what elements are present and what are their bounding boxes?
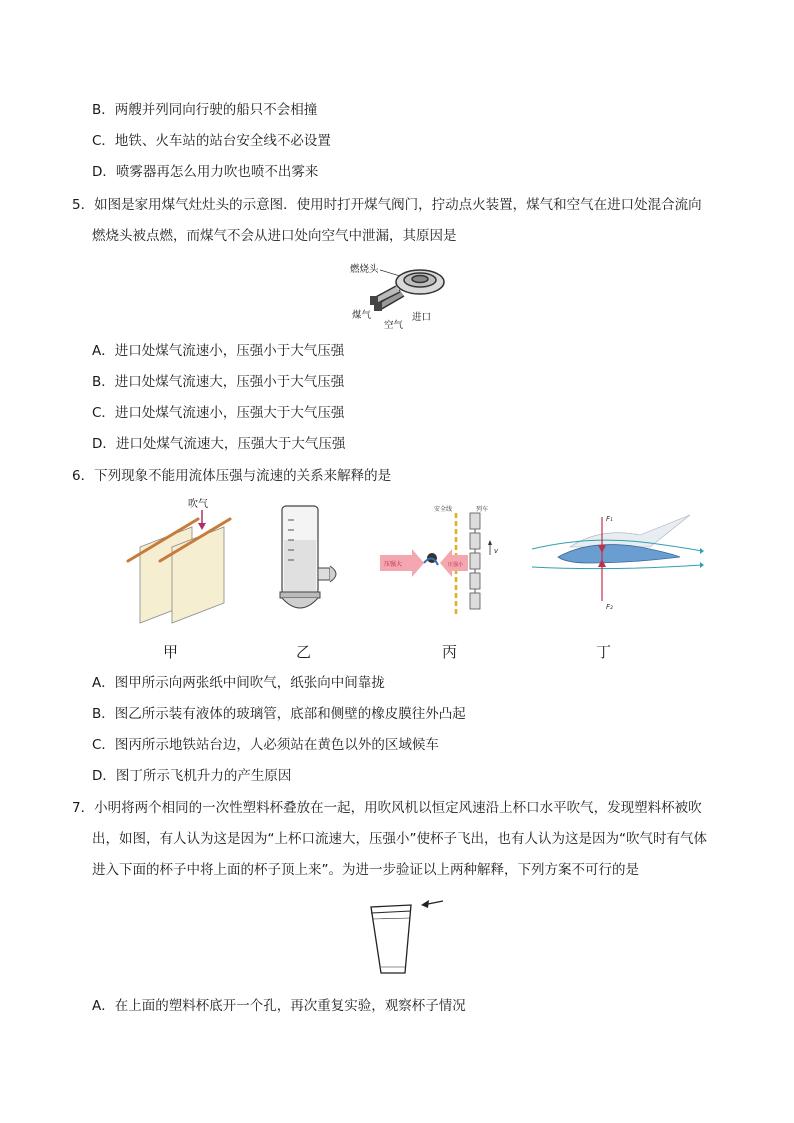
caption-yi: 乙 bbox=[296, 643, 312, 661]
q5-option-d: D．进口处煤气流速大，压强大于大气压强 bbox=[92, 436, 346, 452]
figure-jia-papers bbox=[122, 495, 232, 625]
q4-option-c: C．地铁、火车站的站台安全线不必设置 bbox=[92, 133, 331, 149]
caption-jia: 甲 bbox=[163, 643, 179, 661]
label-f2: F₂ bbox=[606, 603, 613, 611]
stacked-cups-figure bbox=[365, 895, 450, 977]
label-safety-line: 安全线 bbox=[434, 506, 453, 513]
label-inlet: 进口 bbox=[412, 312, 432, 323]
q7-stem-line3: 进入下面的杯子中将上面的杯子顶上来”。为进一步验证以上两种解释，下列方案不可行的是 bbox=[92, 862, 639, 878]
label-high-pressure: 压强大 bbox=[384, 561, 403, 568]
figure-ding-wing bbox=[530, 505, 705, 615]
q5-stem-line1: 5．如图是家用煤气灶灶头的示意图．使用时打开煤气阀门，拧动点火装置，煤气和空气在进口处混合流向 bbox=[72, 197, 702, 213]
label-gas: 煤气 bbox=[352, 310, 372, 321]
figure-yi-glass-tube bbox=[270, 500, 350, 620]
q7-option-a: A．在上面的塑料杯底开一个孔，再次重复实验，观察杯子情况 bbox=[92, 998, 466, 1014]
q5-option-b: B．进口处煤气流速大，压强小于大气压强 bbox=[92, 374, 345, 390]
q6-option-d: D．图丁所示飞机升力的产生原因 bbox=[92, 768, 292, 784]
q5-option-c: C．进口处煤气流速小，压强大于大气压强 bbox=[92, 405, 345, 421]
label-blow: 吹气 bbox=[188, 499, 208, 510]
q5-stem-line2: 燃烧头被点燃，而煤气不会从进口处向空气中泄漏，其原因是 bbox=[92, 228, 457, 244]
q5-option-a: A．进口处煤气流速小，压强小于大气压强 bbox=[92, 343, 345, 359]
caption-ding: 丁 bbox=[596, 643, 612, 661]
q6-option-c: C．图丙所示地铁站台边，人必须站在黄色以外的区域候车 bbox=[92, 737, 439, 753]
label-v: v bbox=[494, 547, 499, 555]
q7-stem-line1: 7．小明将两个相同的一次性塑料杯叠放在一起，用吹风机以恒定风速沿上杯口水平吹气，发现塑料杯被吹 bbox=[72, 800, 702, 816]
label-f1: F₁ bbox=[606, 515, 613, 523]
figure-bing-subway bbox=[376, 503, 506, 618]
q7-stem-line2: 出，如图，有人认为这是因为“上杯口流速大，压强小”使杯子飞出，也有人认为这是因为“吹气时有气体 bbox=[92, 831, 707, 847]
label-train: 列车 bbox=[476, 506, 489, 513]
label-air: 空气 bbox=[384, 320, 404, 330]
q4-option-b: B．两艘并列同向行驶的船只不会相撞 bbox=[92, 102, 318, 118]
q6-option-a: A．图甲所示向两张纸中间吹气，纸张向中间靠拢 bbox=[92, 675, 385, 691]
q6-option-b: B．图乙所示装有液体的玻璃管，底部和侧壁的橡皮膜往外凸起 bbox=[92, 706, 466, 722]
q4-option-d: D．喷雾器再怎么用力吹也喷不出雾来 bbox=[92, 164, 319, 180]
label-low-pressure: 压强小 bbox=[448, 562, 464, 568]
q6-stem: 6．下列现象不能用流体压强与流速的关系来解释的是 bbox=[72, 468, 392, 484]
gas-burner-figure bbox=[348, 258, 458, 330]
caption-bing: 丙 bbox=[442, 643, 458, 661]
label-burner: 燃烧头 bbox=[350, 264, 379, 275]
